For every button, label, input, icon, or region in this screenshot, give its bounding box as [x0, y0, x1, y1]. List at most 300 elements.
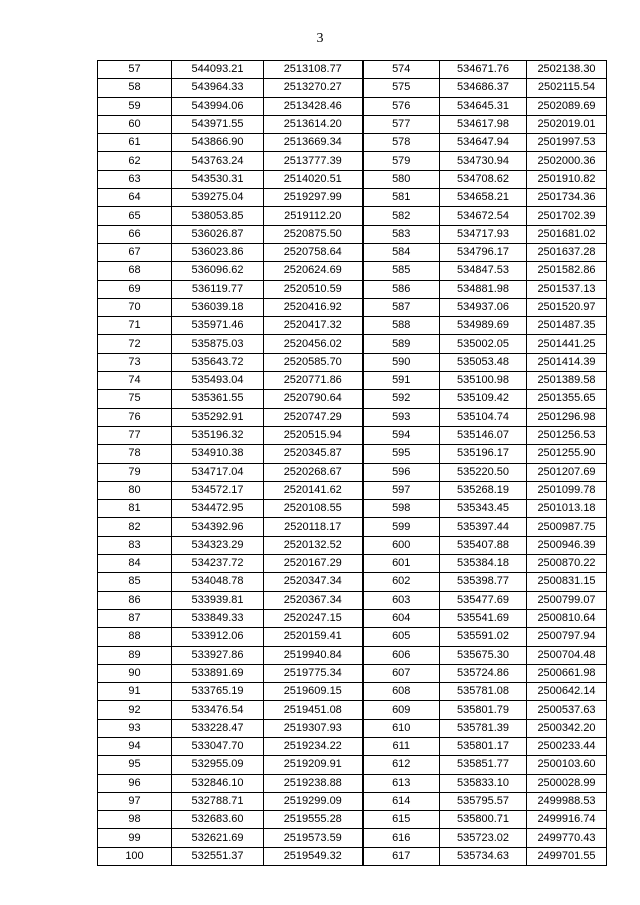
- table-cell-point-number: 612: [363, 756, 440, 774]
- table-cell-y-coordinate: 2519238.88: [264, 774, 363, 792]
- table-cell-point-number: 585: [363, 262, 440, 280]
- table-cell-point-number: 97: [98, 792, 172, 810]
- table-cell-point-number: 76: [98, 408, 172, 426]
- table-cell-x-coordinate: 534717.04: [172, 463, 264, 481]
- table-cell-x-coordinate: 534323.29: [172, 536, 264, 554]
- table-cell-y-coordinate: 2520416.92: [264, 298, 363, 316]
- table-row: [98, 317, 607, 335]
- table-row: [98, 664, 607, 682]
- table-cell-x-coordinate: 535292.91: [172, 408, 264, 426]
- table-row: [98, 536, 607, 554]
- table-cell-x-coordinate: 533927.86: [172, 646, 264, 664]
- table-cell-x-coordinate: 533765.19: [172, 683, 264, 701]
- table-cell-point-number: 591: [363, 372, 440, 390]
- table-cell-y-coordinate: 2520118.17: [264, 518, 363, 536]
- table-cell-point-number: 614: [363, 792, 440, 810]
- table-cell-point-number: 608: [363, 683, 440, 701]
- table-cell-y-coordinate: 2520345.87: [264, 445, 363, 463]
- table-cell-point-number: 57: [98, 61, 172, 79]
- table-cell-y-coordinate: 2500831.15: [527, 573, 607, 591]
- table-cell-x-coordinate: 534672.54: [440, 207, 527, 225]
- table-cell-point-number: 70: [98, 298, 172, 316]
- table-cell-x-coordinate: 534237.72: [172, 555, 264, 573]
- table-cell-x-coordinate: 534392.96: [172, 518, 264, 536]
- table-cell-point-number: 96: [98, 774, 172, 792]
- table-row: [98, 463, 607, 481]
- table-cell-point-number: 582: [363, 207, 440, 225]
- table-cell-y-coordinate: 2499916.74: [527, 811, 607, 829]
- table-cell-y-coordinate: 2513669.34: [264, 134, 363, 152]
- table-cell-y-coordinate: 2499701.55: [527, 847, 607, 865]
- table-cell-y-coordinate: 2501537.13: [527, 280, 607, 298]
- table-cell-point-number: 77: [98, 426, 172, 444]
- table-cell-y-coordinate: 2520367.34: [264, 591, 363, 609]
- table-cell-x-coordinate: 535196.32: [172, 426, 264, 444]
- table-cell-point-number: 64: [98, 189, 172, 207]
- table-row: [98, 646, 607, 664]
- table-cell-point-number: 58: [98, 79, 172, 97]
- table-cell-x-coordinate: 535220.50: [440, 463, 527, 481]
- table-row: [98, 298, 607, 316]
- table-cell-x-coordinate: 532621.69: [172, 829, 264, 847]
- table-cell-point-number: 589: [363, 335, 440, 353]
- table-cell-point-number: 72: [98, 335, 172, 353]
- table-row: [98, 97, 607, 115]
- table-cell-x-coordinate: 532788.71: [172, 792, 264, 810]
- table-cell-y-coordinate: 2519234.22: [264, 737, 363, 755]
- table-cell-point-number: 607: [363, 664, 440, 682]
- table-row: [98, 737, 607, 755]
- table-cell-point-number: 82: [98, 518, 172, 536]
- table-cell-y-coordinate: 2500233.44: [527, 737, 607, 755]
- table-cell-point-number: 615: [363, 811, 440, 829]
- table-cell-point-number: 595: [363, 445, 440, 463]
- table-cell-x-coordinate: 534686.37: [440, 79, 527, 97]
- table-cell-x-coordinate: 535724.86: [440, 664, 527, 682]
- table-cell-point-number: 60: [98, 115, 172, 133]
- table-cell-x-coordinate: 535795.57: [440, 792, 527, 810]
- table-cell-y-coordinate: 2520510.59: [264, 280, 363, 298]
- table-cell-point-number: 85: [98, 573, 172, 591]
- table-cell-y-coordinate: 2519940.84: [264, 646, 363, 664]
- table-cell-y-coordinate: 2501099.78: [527, 481, 607, 499]
- table-row: [98, 426, 607, 444]
- table-cell-x-coordinate: 535781.39: [440, 719, 527, 737]
- table-cell-y-coordinate: 2520108.55: [264, 500, 363, 518]
- table-cell-x-coordinate: 543994.06: [172, 97, 264, 115]
- table-cell-y-coordinate: 2520347.34: [264, 573, 363, 591]
- table-row: [98, 372, 607, 390]
- table-cell-x-coordinate: 533047.70: [172, 737, 264, 755]
- table-cell-point-number: 87: [98, 609, 172, 627]
- table-cell-x-coordinate: 535398.77: [440, 573, 527, 591]
- table-cell-point-number: 88: [98, 628, 172, 646]
- table-cell-x-coordinate: 533912.06: [172, 628, 264, 646]
- table-cell-y-coordinate: 2502019.01: [527, 115, 607, 133]
- table-cell-point-number: 91: [98, 683, 172, 701]
- table-cell-point-number: 95: [98, 756, 172, 774]
- table-row: [98, 262, 607, 280]
- table-cell-point-number: 73: [98, 353, 172, 371]
- table-cell-y-coordinate: 2501681.02: [527, 225, 607, 243]
- table-cell-point-number: 617: [363, 847, 440, 865]
- table-row: [98, 829, 607, 847]
- table-cell-y-coordinate: 2514020.51: [264, 170, 363, 188]
- table-cell-y-coordinate: 2500537.63: [527, 701, 607, 719]
- table-cell-y-coordinate: 2520790.64: [264, 390, 363, 408]
- table-cell-y-coordinate: 2500810.64: [527, 609, 607, 627]
- table-cell-point-number: 602: [363, 573, 440, 591]
- table-cell-x-coordinate: 535100.98: [440, 372, 527, 390]
- table-cell-x-coordinate: 535002.05: [440, 335, 527, 353]
- table-row: [98, 701, 607, 719]
- table-cell-x-coordinate: 535875.03: [172, 335, 264, 353]
- table-cell-x-coordinate: 535397.44: [440, 518, 527, 536]
- table-cell-y-coordinate: 2520456.02: [264, 335, 363, 353]
- table-cell-point-number: 67: [98, 243, 172, 261]
- table-cell-point-number: 610: [363, 719, 440, 737]
- table-cell-point-number: 59: [98, 97, 172, 115]
- table-cell-x-coordinate: 539275.04: [172, 189, 264, 207]
- table-cell-x-coordinate: 535851.77: [440, 756, 527, 774]
- table-cell-y-coordinate: 2501256.53: [527, 426, 607, 444]
- table-cell-point-number: 603: [363, 591, 440, 609]
- table-cell-y-coordinate: 2500799.07: [527, 591, 607, 609]
- table-cell-y-coordinate: 2502089.69: [527, 97, 607, 115]
- table-cell-point-number: 577: [363, 115, 440, 133]
- table-cell-y-coordinate: 2519299.09: [264, 792, 363, 810]
- table-cell-point-number: 80: [98, 481, 172, 499]
- table-cell-point-number: 587: [363, 298, 440, 316]
- table-cell-point-number: 78: [98, 445, 172, 463]
- table-cell-y-coordinate: 2502138.30: [527, 61, 607, 79]
- table-row: [98, 774, 607, 792]
- table-cell-y-coordinate: 2513614.20: [264, 115, 363, 133]
- table-cell-point-number: 75: [98, 390, 172, 408]
- table-cell-point-number: 574: [363, 61, 440, 79]
- table-row: [98, 408, 607, 426]
- table-cell-x-coordinate: 533939.81: [172, 591, 264, 609]
- table-row: [98, 445, 607, 463]
- table-cell-point-number: 94: [98, 737, 172, 755]
- table-cell-x-coordinate: 535801.79: [440, 701, 527, 719]
- table-cell-point-number: 604: [363, 609, 440, 627]
- table-cell-x-coordinate: 535109.42: [440, 390, 527, 408]
- table-cell-point-number: 597: [363, 481, 440, 499]
- table-cell-point-number: 93: [98, 719, 172, 737]
- table-cell-x-coordinate: 534617.98: [440, 115, 527, 133]
- table-cell-x-coordinate: 535801.17: [440, 737, 527, 755]
- table-cell-x-coordinate: 543530.31: [172, 170, 264, 188]
- page-number: 3: [316, 31, 324, 46]
- table-cell-point-number: 66: [98, 225, 172, 243]
- table-cell-x-coordinate: 534048.78: [172, 573, 264, 591]
- table-cell-y-coordinate: 2499770.43: [527, 829, 607, 847]
- table-cell-x-coordinate: 543866.90: [172, 134, 264, 152]
- table-cell-y-coordinate: 2520624.69: [264, 262, 363, 280]
- table-row: [98, 792, 607, 810]
- table-cell-y-coordinate: 2500870.22: [527, 555, 607, 573]
- table-cell-point-number: 594: [363, 426, 440, 444]
- table-row: [98, 170, 607, 188]
- table-cell-y-coordinate: 2520758.64: [264, 243, 363, 261]
- table-cell-y-coordinate: 2501355.65: [527, 390, 607, 408]
- table-cell-point-number: 613: [363, 774, 440, 792]
- table-row: [98, 756, 607, 774]
- table-cell-point-number: 584: [363, 243, 440, 261]
- table-cell-point-number: 581: [363, 189, 440, 207]
- table-cell-x-coordinate: 535361.55: [172, 390, 264, 408]
- table-row: [98, 243, 607, 261]
- table-cell-x-coordinate: 534910.38: [172, 445, 264, 463]
- table-cell-point-number: 576: [363, 97, 440, 115]
- table-cell-point-number: 609: [363, 701, 440, 719]
- table-cell-y-coordinate: 2500987.75: [527, 518, 607, 536]
- table-cell-y-coordinate: 2500642.14: [527, 683, 607, 701]
- table-row: [98, 280, 607, 298]
- table-cell-y-coordinate: 2502000.36: [527, 152, 607, 170]
- table-cell-x-coordinate: 535477.69: [440, 591, 527, 609]
- table-cell-x-coordinate: 535343.45: [440, 500, 527, 518]
- table-row: [98, 335, 607, 353]
- table-cell-point-number: 63: [98, 170, 172, 188]
- table-cell-y-coordinate: 2519297.99: [264, 189, 363, 207]
- table-cell-point-number: 84: [98, 555, 172, 573]
- table-cell-y-coordinate: 2520247.15: [264, 609, 363, 627]
- table-cell-x-coordinate: 534989.69: [440, 317, 527, 335]
- table-cell-y-coordinate: 2520167.29: [264, 555, 363, 573]
- table-cell-point-number: 578: [363, 134, 440, 152]
- table-cell-point-number: 593: [363, 408, 440, 426]
- table-cell-x-coordinate: 535833.10: [440, 774, 527, 792]
- table-row: [98, 500, 607, 518]
- table-cell-point-number: 90: [98, 664, 172, 682]
- table-cell-y-coordinate: 2501207.69: [527, 463, 607, 481]
- table-cell-x-coordinate: 534937.06: [440, 298, 527, 316]
- table-cell-y-coordinate: 2501255.90: [527, 445, 607, 463]
- table-cell-point-number: 590: [363, 353, 440, 371]
- table-cell-y-coordinate: 2501441.25: [527, 335, 607, 353]
- table-cell-y-coordinate: 2513777.39: [264, 152, 363, 170]
- table-row: [98, 847, 607, 865]
- table-cell-point-number: 606: [363, 646, 440, 664]
- table-cell-y-coordinate: 2513108.77: [264, 61, 363, 79]
- table-cell-x-coordinate: 535734.63: [440, 847, 527, 865]
- table-cell-x-coordinate: 535268.19: [440, 481, 527, 499]
- table-cell-point-number: 62: [98, 152, 172, 170]
- table-cell-x-coordinate: 535053.48: [440, 353, 527, 371]
- table-cell-point-number: 100: [98, 847, 172, 865]
- table-cell-point-number: 79: [98, 463, 172, 481]
- table-cell-x-coordinate: 535541.69: [440, 609, 527, 627]
- table-cell-y-coordinate: 2519609.15: [264, 683, 363, 701]
- table-cell-y-coordinate: 2501910.82: [527, 170, 607, 188]
- table-cell-x-coordinate: 534671.76: [440, 61, 527, 79]
- table-cell-x-coordinate: 544093.21: [172, 61, 264, 79]
- table-cell-x-coordinate: 534645.31: [440, 97, 527, 115]
- table-row: [98, 609, 607, 627]
- table-cell-y-coordinate: 2519775.34: [264, 664, 363, 682]
- table-cell-y-coordinate: 2500342.20: [527, 719, 607, 737]
- table-cell-point-number: 99: [98, 829, 172, 847]
- table-cell-point-number: 599: [363, 518, 440, 536]
- table-cell-point-number: 605: [363, 628, 440, 646]
- table-cell-x-coordinate: 533891.69: [172, 664, 264, 682]
- table-cell-point-number: 81: [98, 500, 172, 518]
- table-cell-x-coordinate: 535643.72: [172, 353, 264, 371]
- table-cell-y-coordinate: 2519112.20: [264, 207, 363, 225]
- table-row: [98, 152, 607, 170]
- table-cell-x-coordinate: 536039.18: [172, 298, 264, 316]
- table-row: [98, 573, 607, 591]
- table-row: [98, 390, 607, 408]
- table-cell-point-number: 583: [363, 225, 440, 243]
- table-cell-y-coordinate: 2501296.98: [527, 408, 607, 426]
- table-cell-point-number: 580: [363, 170, 440, 188]
- table-cell-x-coordinate: 535971.46: [172, 317, 264, 335]
- table-cell-x-coordinate: 533228.47: [172, 719, 264, 737]
- table-cell-y-coordinate: 2520159.41: [264, 628, 363, 646]
- table-cell-point-number: 579: [363, 152, 440, 170]
- table-cell-y-coordinate: 2501520.97: [527, 298, 607, 316]
- table-cell-y-coordinate: 2501389.58: [527, 372, 607, 390]
- table-cell-y-coordinate: 2513270.27: [264, 79, 363, 97]
- table-cell-y-coordinate: 2500028.99: [527, 774, 607, 792]
- table-cell-point-number: 61: [98, 134, 172, 152]
- table-cell-x-coordinate: 535675.30: [440, 646, 527, 664]
- table-cell-point-number: 86: [98, 591, 172, 609]
- table-row: [98, 115, 607, 133]
- table-row: [98, 79, 607, 97]
- table-cell-y-coordinate: 2500704.48: [527, 646, 607, 664]
- table-row: [98, 225, 607, 243]
- table-cell-y-coordinate: 2520771.86: [264, 372, 363, 390]
- table-cell-x-coordinate: 535146.07: [440, 426, 527, 444]
- table-cell-x-coordinate: 532551.37: [172, 847, 264, 865]
- table-cell-point-number: 616: [363, 829, 440, 847]
- table-cell-y-coordinate: 2499988.53: [527, 792, 607, 810]
- coordinates-table-body: [98, 61, 607, 866]
- table-cell-point-number: 611: [363, 737, 440, 755]
- table-cell-x-coordinate: 535723.02: [440, 829, 527, 847]
- table-cell-y-coordinate: 2500797.94: [527, 628, 607, 646]
- table-row: [98, 591, 607, 609]
- table-cell-x-coordinate: 535384.18: [440, 555, 527, 573]
- table-cell-x-coordinate: 535800.71: [440, 811, 527, 829]
- table-row: [98, 518, 607, 536]
- table-cell-point-number: 69: [98, 280, 172, 298]
- table-cell-y-coordinate: 2502115.54: [527, 79, 607, 97]
- table-cell-x-coordinate: 536026.87: [172, 225, 264, 243]
- table-cell-point-number: 600: [363, 536, 440, 554]
- table-row: [98, 134, 607, 152]
- table-cell-x-coordinate: 535407.88: [440, 536, 527, 554]
- table-cell-y-coordinate: 2520417.32: [264, 317, 363, 335]
- table-cell-x-coordinate: 532955.09: [172, 756, 264, 774]
- table-cell-point-number: 74: [98, 372, 172, 390]
- table-cell-y-coordinate: 2501414.39: [527, 353, 607, 371]
- table-cell-point-number: 98: [98, 811, 172, 829]
- table-cell-y-coordinate: 2501487.35: [527, 317, 607, 335]
- coordinates-table: [97, 60, 607, 866]
- table-cell-x-coordinate: 534472.95: [172, 500, 264, 518]
- table-cell-x-coordinate: 534796.17: [440, 243, 527, 261]
- table-cell-x-coordinate: 535493.04: [172, 372, 264, 390]
- table-cell-y-coordinate: 2519451.08: [264, 701, 363, 719]
- table-cell-point-number: 592: [363, 390, 440, 408]
- table-cell-y-coordinate: 2501702.39: [527, 207, 607, 225]
- table-cell-point-number: 596: [363, 463, 440, 481]
- table-cell-x-coordinate: 534881.98: [440, 280, 527, 298]
- table-cell-y-coordinate: 2520141.62: [264, 481, 363, 499]
- table-cell-point-number: 92: [98, 701, 172, 719]
- table-row: [98, 61, 607, 79]
- table-cell-x-coordinate: 534572.17: [172, 481, 264, 499]
- table-cell-y-coordinate: 2500661.98: [527, 664, 607, 682]
- table-cell-y-coordinate: 2519555.28: [264, 811, 363, 829]
- table-cell-x-coordinate: 532846.10: [172, 774, 264, 792]
- table-row: [98, 353, 607, 371]
- table-cell-point-number: 598: [363, 500, 440, 518]
- table-cell-x-coordinate: 538053.85: [172, 207, 264, 225]
- table-cell-y-coordinate: 2501734.36: [527, 189, 607, 207]
- table-row: [98, 207, 607, 225]
- table-cell-x-coordinate: 535104.74: [440, 408, 527, 426]
- table-cell-x-coordinate: 535781.08: [440, 683, 527, 701]
- table-cell-y-coordinate: 2520515.94: [264, 426, 363, 444]
- table-cell-x-coordinate: 534717.93: [440, 225, 527, 243]
- table-cell-y-coordinate: 2519209.91: [264, 756, 363, 774]
- table-cell-point-number: 601: [363, 555, 440, 573]
- table-cell-y-coordinate: 2519573.59: [264, 829, 363, 847]
- table-cell-x-coordinate: 532683.60: [172, 811, 264, 829]
- table-row: [98, 189, 607, 207]
- table-cell-x-coordinate: 534647.94: [440, 134, 527, 152]
- table-cell-x-coordinate: 536119.77: [172, 280, 264, 298]
- table-cell-y-coordinate: 2520585.70: [264, 353, 363, 371]
- table-row: [98, 481, 607, 499]
- table-cell-x-coordinate: 535196.17: [440, 445, 527, 463]
- table-cell-y-coordinate: 2501637.28: [527, 243, 607, 261]
- table-cell-y-coordinate: 2500946.39: [527, 536, 607, 554]
- table-cell-point-number: 588: [363, 317, 440, 335]
- table-cell-y-coordinate: 2520268.67: [264, 463, 363, 481]
- table-cell-y-coordinate: 2501013.18: [527, 500, 607, 518]
- table-cell-x-coordinate: 543763.24: [172, 152, 264, 170]
- table-cell-x-coordinate: 534730.94: [440, 152, 527, 170]
- table-cell-point-number: 83: [98, 536, 172, 554]
- table-cell-y-coordinate: 2500103.60: [527, 756, 607, 774]
- table-cell-y-coordinate: 2501582.86: [527, 262, 607, 280]
- table-row: [98, 683, 607, 701]
- table-cell-y-coordinate: 2519307.93: [264, 719, 363, 737]
- table-cell-x-coordinate: 543964.33: [172, 79, 264, 97]
- table-cell-point-number: 586: [363, 280, 440, 298]
- table-cell-point-number: 89: [98, 646, 172, 664]
- table-cell-x-coordinate: 536023.86: [172, 243, 264, 261]
- table-cell-y-coordinate: 2513428.46: [264, 97, 363, 115]
- table-row: [98, 555, 607, 573]
- table-cell-x-coordinate: 534658.21: [440, 189, 527, 207]
- table-row: [98, 811, 607, 829]
- table-cell-y-coordinate: 2520747.29: [264, 408, 363, 426]
- table-cell-point-number: 68: [98, 262, 172, 280]
- table-cell-x-coordinate: 535591.02: [440, 628, 527, 646]
- table-cell-x-coordinate: 533849.33: [172, 609, 264, 627]
- table-row: [98, 628, 607, 646]
- table-cell-x-coordinate: 534847.53: [440, 262, 527, 280]
- table-cell-point-number: 65: [98, 207, 172, 225]
